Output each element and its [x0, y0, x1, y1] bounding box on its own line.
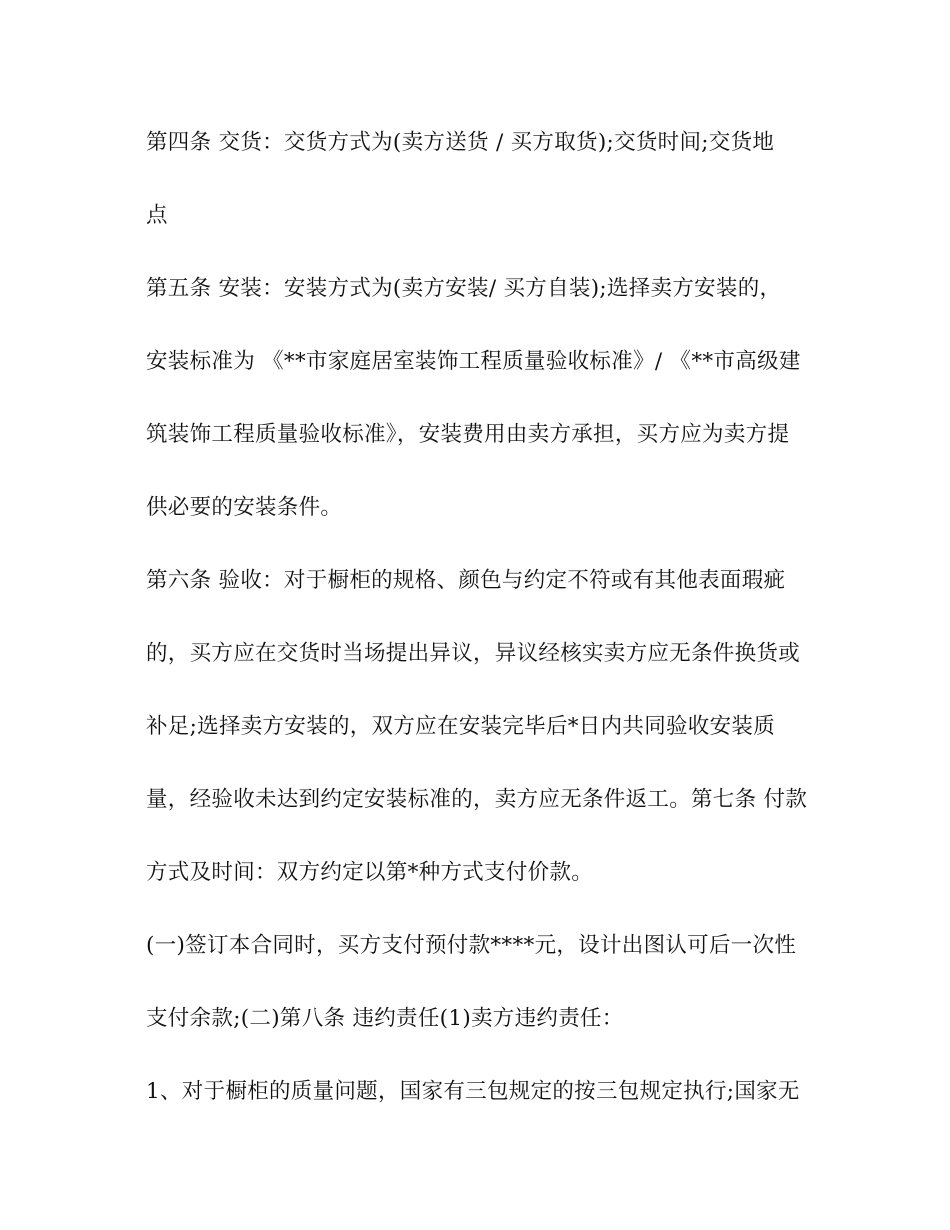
text-line: 的，买方应在交货时当场提出异议，异议经核实卖方应无条件换货或 — [146, 641, 801, 666]
text-line: 筑装饰工程质量验收标准》，安装费用由卖方承担，买方应为卖方提 — [146, 422, 790, 447]
text-line: 量，经验收未达到约定安装标准的，卖方应无条件返工。第七条 付款 — [146, 787, 808, 812]
text-line: 点 — [146, 203, 168, 228]
text-line: 1、对于橱柜的质量问题，国家有三包规定的按三包规定执行;国家无 — [146, 1079, 800, 1104]
text-line: 方式及时间：双方约定以第*种方式支付价款。 — [146, 860, 594, 885]
text-line: 安装标准为 《**市家庭居室装饰工程质量验收标准》/ 《**市高级建 — [146, 349, 801, 374]
text-line: 补足;选择卖方安装的，双方应在安装完毕后*日内共同验收安装质 — [146, 714, 775, 739]
text-line: (一)签订本合同时，买方支付预付款****元，设计出图认可后一次性 — [146, 933, 797, 958]
text-line: 第五条 安装：安装方式为(卖方安装/ 买方自装);选择卖方安装的， — [146, 276, 782, 301]
text-line: 第六条 验收：对于橱柜的规格、颜色与约定不符或有其他表面瑕疵 — [146, 568, 786, 593]
text-line: 第四条 交货：交货方式为(卖方送货 / 买方取货);交货时间;交货地 — [146, 130, 775, 155]
text-line: 供必要的安装条件。 — [146, 495, 343, 520]
text-line: 支付余款;(二)第八条 违约责任(1)卖方违约责任： — [146, 1006, 624, 1031]
